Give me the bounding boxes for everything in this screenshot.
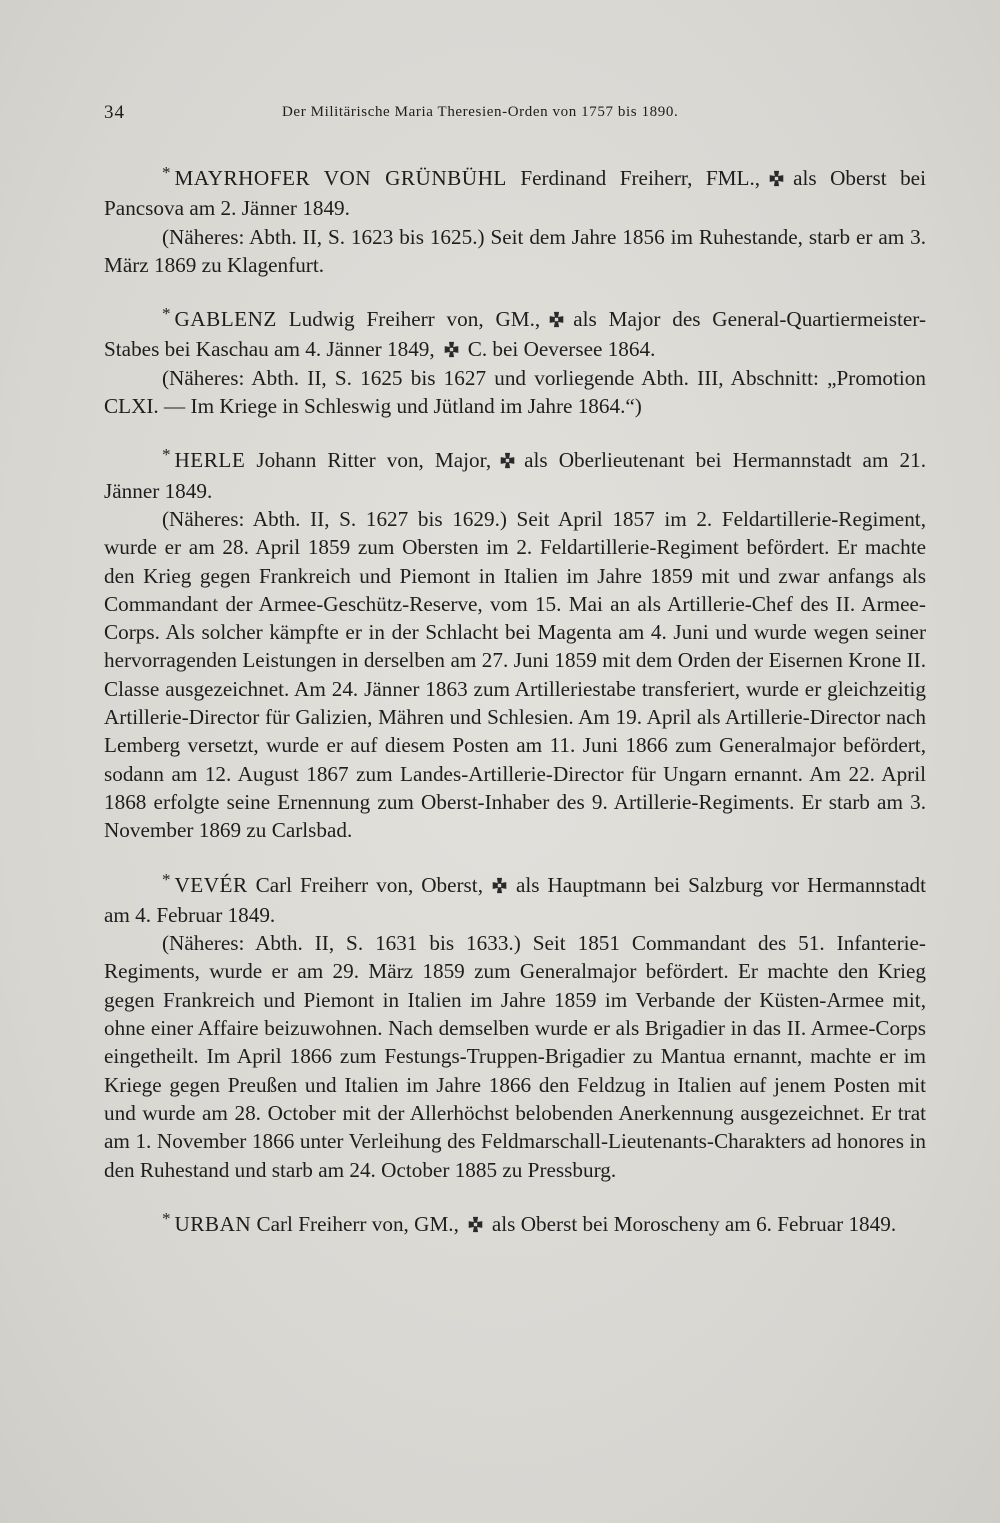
asterisk: * [162,445,171,465]
entry-lead-text: als Hauptmann bei Salzburg vor Hermannstadt am 4. Februar 1849. [104,872,927,927]
order-cross-icon [548,311,565,328]
entry-lead-text: C. bei Oeversee 1864. [467,337,656,362]
entry-lead-text: als Oberlieutenant bei Hermannstadt am 21. Jänner 1849. [104,448,926,503]
entry-detail: (Näheres: Abth. II, S. 1627 bis 1629.) Seit April 1857 im 2. Feldartillerie-Regiment, wurde er am 28. April 1859 zum Obersten im 2. Feldartillerie-Regiment befördert. Er machte den Krieg gegen Frankreich und Piemont in Italien im Jahre 1859 mit und zwar anfangs als Commandant der Armee-Geschütz-Reserve, vom 15. Mai an als Artillerie-Chef des II. Armee-Corps. Als solcher kämpfte er in der Schlacht bei Magenta am 4. Juni und wurde wegen seiner hervorragenden Leistungen in derselben am 27. Juni 1859 mit dem Orden der Eisernen Krone II. Classe ausgezeichnet. Am 24. Jänner 1863 zum Artilleriestabe transferiert, wurde er gleichzeitig Artillerie-Director für Galizien, Mähren und Schlesien. Am 19. April als Artillerie-Director nach Lemberg versetzt, wurde er auf diesem Posten am 11. Juni 1866 zum Generalmajor befördert, sodann am 12. August 1867 zum Landes-Artillerie-Director für Ungarn ernannt. Am 22. April 1868 erfolgte seine Ernennung zum Oberst-Inhaber des 9. Artillerie-Regiments. Er starb am 3. November 1869 zu Carlsbad. [104,506,926,843]
order-cross-icon [768,170,785,187]
entry-lead-text: Johann Ritter von, Major, [256,448,492,473]
entry-lead-text: als Major des General-Quartiermeister-Stabes bei Kaschau am 4. Jänner 1849, [104,307,926,362]
order-cross-icon [499,452,516,469]
entry-urban [104,1210,926,1240]
entry-detail: (Näheres: Abth. II, S. 1623 bis 1625.) Seit dem Jahre 1856 im Ruhestande, starb er am 3. März 1869 zu Klagenfurt. [104,224,926,277]
asterisk: * [162,163,171,182]
asterisk: * [162,304,171,324]
entry-name: HERLE [174,448,246,473]
entry-vever [104,871,926,1184]
entry-herle [104,446,926,844]
entry-lead [104,871,926,930]
order-cross-icon [467,1216,484,1233]
running-head [104,102,924,132]
entry-lead-text: Ludwig Freiherr von, GM., [288,307,541,332]
entry-lead-text: als Oberst bei Moroscheny am 6. Februar 1849. [491,1211,897,1236]
entry-name: VEVÉR [174,872,248,897]
entry-lead-text: Ferdinand Freiherr, FML., [520,166,761,190]
entry-name: GABLENZ [174,307,277,332]
page-number: 34 [104,102,125,123]
text-block [104,164,926,1266]
entry-lead-text: Carl Freiherr von, GM., [256,1211,459,1236]
entry-gablenz [104,305,926,420]
entry-lead-text: Carl Freiherr von, Oberst, [255,872,483,897]
asterisk: * [162,1208,171,1228]
order-cross-icon [491,877,508,894]
order-cross-icon [443,341,460,358]
entry-lead [104,305,926,364]
entry-detail: (Näheres: Abth. II, S. 1631 bis 1633.) Seit 1851 Commandant des 51. Infanterie-Regiments, wurde er am 29. März 1859 zum Generalmajor befördert. Er machte den Krieg gegen Frankreich und Piemont in Italien im Jahre 1859 im Verbande der Küsten-Armee mit, ohne einer Affaire beizuwohnen. Nach demselben wurde er als Brigadier in das II. Armee-Corps eingetheilt. Im April 1866 zum Festungs-Truppen-Brigadier zu Mantua ernannt, machte er im Kriege gegen Preußen und Italien im Jahre 1866 den Feldzug in Italien auf jenem Posten mit und wurde am 28. October mit der Allerhöchst belobenden Anerkennung ausgezeichnet. Er trat am 1. November 1866 unter Verleihung des Feldmarschall-Lieutenants-Charakters ad honores in den Ruhestand und starb am 24. October 1885 zu Pressburg. [104,931,926,1182]
running-title: Der Militärische Maria Theresien-Orden von 1757 bis 1890. [282,104,679,120]
entry-detail: (Näheres: Abth. II, S. 1625 bis 1627 und vorliegende Abth. III, Abschnitt: „Promotion CLXI. — Im Kriege in Schleswig und Jütland im Jahre 1864.“) [104,365,926,419]
asterisk: * [162,869,171,889]
entry-lead-text: als Oberst bei Pancsova am 2. Jänner 1849. [104,166,926,221]
entry-lead [104,164,926,223]
entry-name: MAYRHOFER VON GRÜNBÜHL [174,166,507,190]
entry-lead [104,446,926,505]
entry-mayrhofer [104,164,926,279]
entry-name: URBAN [174,1211,252,1236]
entry-lead [104,1210,926,1240]
